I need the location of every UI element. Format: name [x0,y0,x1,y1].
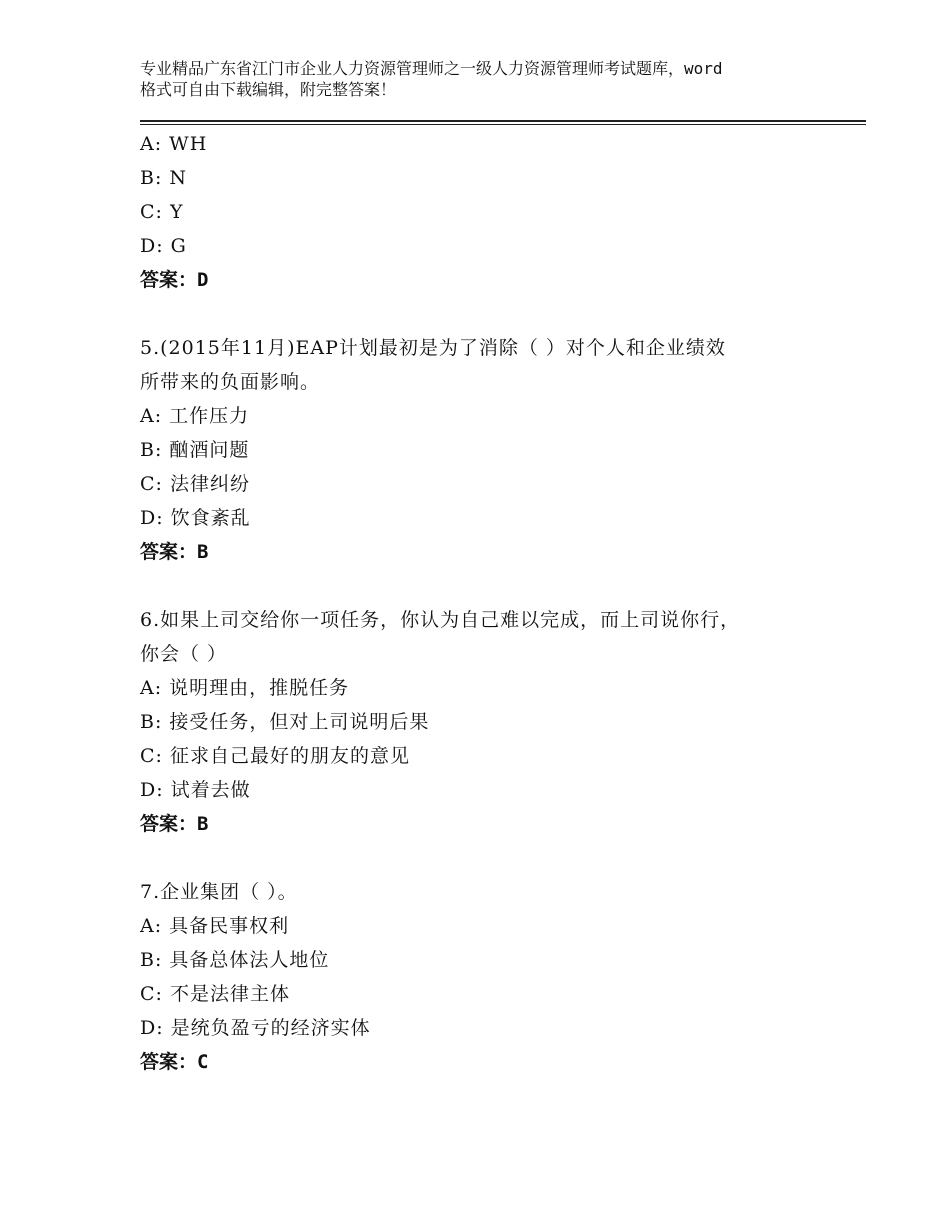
question-5 [140,331,820,569]
spacer [140,841,820,875]
option-d: D: 试着去做 [140,779,251,801]
answer: 答案：C [140,1051,209,1073]
question-stem-line-1: 6.如果上司交给你一项任务，你认为自己难以完成，而上司说你行， [140,609,741,631]
answer: 答案：B [140,541,209,563]
question-stem-line-2: 所带来的负面影响。 [140,371,321,393]
question-list [140,127,820,1079]
question-stem-line-1: 7.企业集团（ ）。 [140,881,298,903]
option-d: D: G [140,235,187,257]
option-b: B: 具备总体法人地位 [140,949,330,971]
option-b: B: 酗酒问题 [140,439,250,461]
answer: 答案：D [140,269,209,291]
option-b: B: 接受任务，但对上司说明后果 [140,711,430,733]
document-header [140,58,840,100]
option-a: A: WH [140,133,208,155]
question-7 [140,875,820,1079]
header-divider-thick [140,120,866,122]
header-line-2: 格式可自由下载编辑，附完整答案！ [140,80,397,99]
header-line-1: 专业精品广东省江门市企业人力资源管理师之一级人力资源管理师考试题库，word [140,59,723,78]
option-c: C: 不是法律主体 [140,983,290,1005]
question-stem-line-2: 你会（ ） [140,643,228,665]
option-a: A: 工作压力 [140,405,250,427]
question-4 [140,127,820,297]
answer: 答案：B [140,813,209,835]
header-divider-thin [140,124,866,125]
option-a: A: 说明理由，推脱任务 [140,677,350,699]
option-c: C: 法律纠纷 [140,473,250,495]
option-d: D: 饮食紊乱 [140,507,251,529]
option-d: D: 是统负盈亏的经济实体 [140,1017,371,1039]
spacer [140,297,820,331]
option-b: B: N [140,167,188,189]
option-a: A: 具备民事权利 [140,915,290,937]
question-6 [140,603,820,841]
option-c: C: Y [140,201,184,223]
option-c: C: 征求自己最好的朋友的意见 [140,745,410,767]
spacer [140,569,820,603]
question-stem-line-1: 5.(2015年11月)EAP计划最初是为了消除（ ）对个人和企业绩效 [140,337,726,359]
